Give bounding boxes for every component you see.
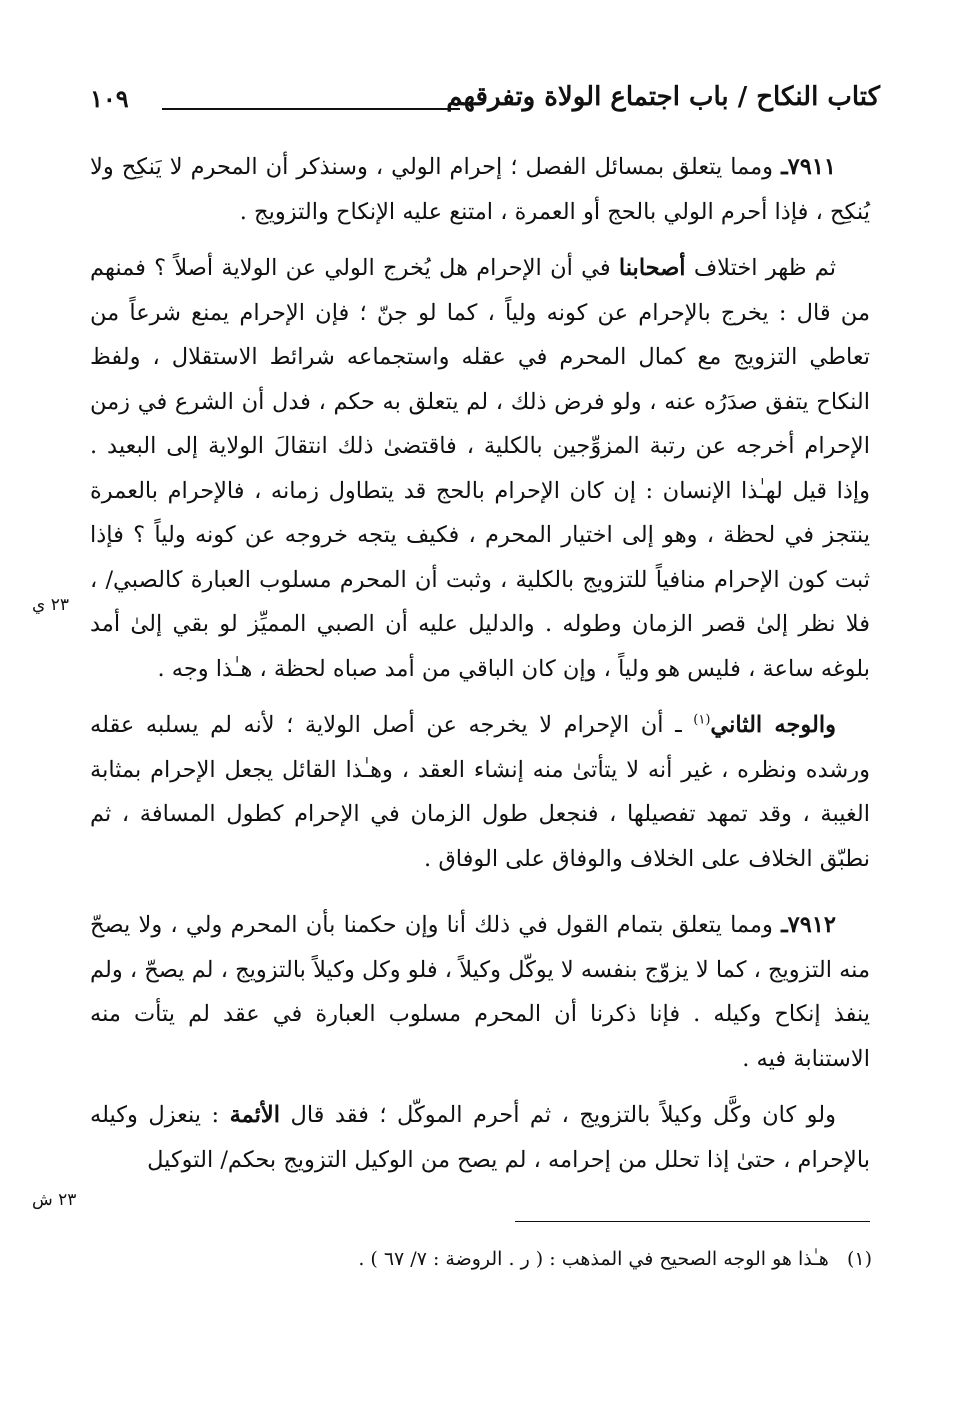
paragraph-text: : ينعزل وكيله بالإحرام ، حتىٰ إذا تحلل من إحرامه ، لم يصح من الوكيل التزويج بحكم/ التوكيل: [90, 1102, 870, 1173]
main-text: [90, 145, 870, 1182]
issue-number: ٧٩١١ـ: [781, 154, 836, 180]
bold-term: الأئمة: [229, 1102, 280, 1128]
running-header: [90, 80, 880, 124]
header-rule: [162, 108, 460, 110]
paragraph-lead: ولو كان وكَّل وكيلاً بالتزويج ، ثم أحرم الموكّل ؛ فقد قال: [280, 1102, 836, 1128]
paragraph-agency: [90, 1093, 870, 1182]
paragraph-second-view: [90, 703, 870, 881]
paragraph-text: ـ أن الإحرام لا يخرجه عن أصل الولاية ؛ لأنه لم يسلبه عقله ورشده ونظره ، غير أنه لا يتأتىٰ منه إنشاء العقد ، وهـٰذا القائل يجعل الإحرام بمثابة الغيبة ، وقد تمهد تفصيلها ، فنجعل طول الزمان في الإحرام كطول المسافة ، ثم نطبّق الخلاف على الخلاف والوفاق على الوفاق .: [90, 712, 870, 872]
bold-term: والوجه الثاني: [710, 712, 836, 738]
paragraph-text: في أن الإحرام هل يُخرج الولي عن الولاية أصلاً ؟ فمنهم من قال : يخرج بالإحرام عن كونه ولياً ، كما لو جنّ ؛ فإن الإحرام يمنع شرعاً من تعاطي التزويج مع كمال المحرم في عقله واستجماعه شرائط الاستقلال ، ولفظ النكاح يتفق صدَرُه عنه ، ولو فرض ذلك ، لم يتعلق به حكم ، فدل أن الشرع في زمن الإحرام أخرجه عن رتبة المزوِّجين بالكلية ، فاقتضىٰ ذلك انتقالَ الولاية إلى البعيد . وإذا قيل لهـٰذا الإنسان : إن كان الإحرام بالحج قد يتطاول زمانه ، فالإحرام بالعمرة ينتجز في لحظة ، وهو إلى اختيار المحرم ، فكيف يتجه خروجه عن كونه ولياً ؟ فإذا ثبت كون الإحرام منافياً للتزويج بالكلية ، وثبت أن المحرم مسلوب العبارة كالصبي/ ، فلا نظر إلىٰ قصر الزمان وطوله . والدليل عليه أن الصبي المميِّز لو بقي إلىٰ أمد بلوغه ساعة ، فليس هو ولياً ، وإن كان الباقي من أمد صباه لحظة ، هـٰذا وجه .: [90, 255, 870, 682]
paragraph-text: ومما يتعلق بمسائل الفصل ؛ إحرام الولي ، وسنذكر أن المحرم لا يَنكِح ولا يُنكِح ، فإذا أحرم الولي بالحج أو العمرة ، امتنع عليه الإنكاح والتزويج .: [90, 154, 870, 225]
bold-term: أصحابنا: [618, 255, 686, 281]
margin-note: ٢٣ ي: [32, 595, 69, 615]
footnote: [90, 1244, 872, 1274]
paragraph-7912: [90, 903, 870, 1081]
paragraph-lead: ثم ظهر اختلاف: [685, 255, 837, 281]
footnote-marker: (١): [846, 1248, 872, 1270]
chapter-title: كتاب النكاح / باب اجتماع الولاة وتفرقهم: [446, 82, 880, 112]
paragraph-text: ومما يتعلق بتمام القول في ذلك أنا وإن حكمنا بأن المحرم ولي ، ولا يصحّ منه التزويج ، كما لا يزوّج بنفسه لا يوكّل وكيلاً ، فلو وكل وكيلاً بالتزويج ، لم يصحّ ، ولم ينفذ إنكاح وكيله . فإنا ذكرنا أن المحرم مسلوب العبارة في عقد لم يتأت منه الاستنابة فيه .: [90, 912, 870, 1072]
paragraph-7911: [90, 145, 870, 234]
paragraph-companions-dispute: [90, 246, 870, 691]
footnote-rule: [515, 1221, 870, 1222]
footnote-ref: (١): [693, 712, 711, 728]
footnote-text: هـٰذا هو الوجه الصحيح في المذهب : ( ر . الروضة : ٧/ ٦٧ ) .: [358, 1248, 829, 1270]
page-number: ١٠٩: [90, 84, 129, 113]
margin-note: ٢٣ ش: [32, 1190, 77, 1210]
issue-number: ٧٩١٢ـ: [781, 912, 836, 938]
